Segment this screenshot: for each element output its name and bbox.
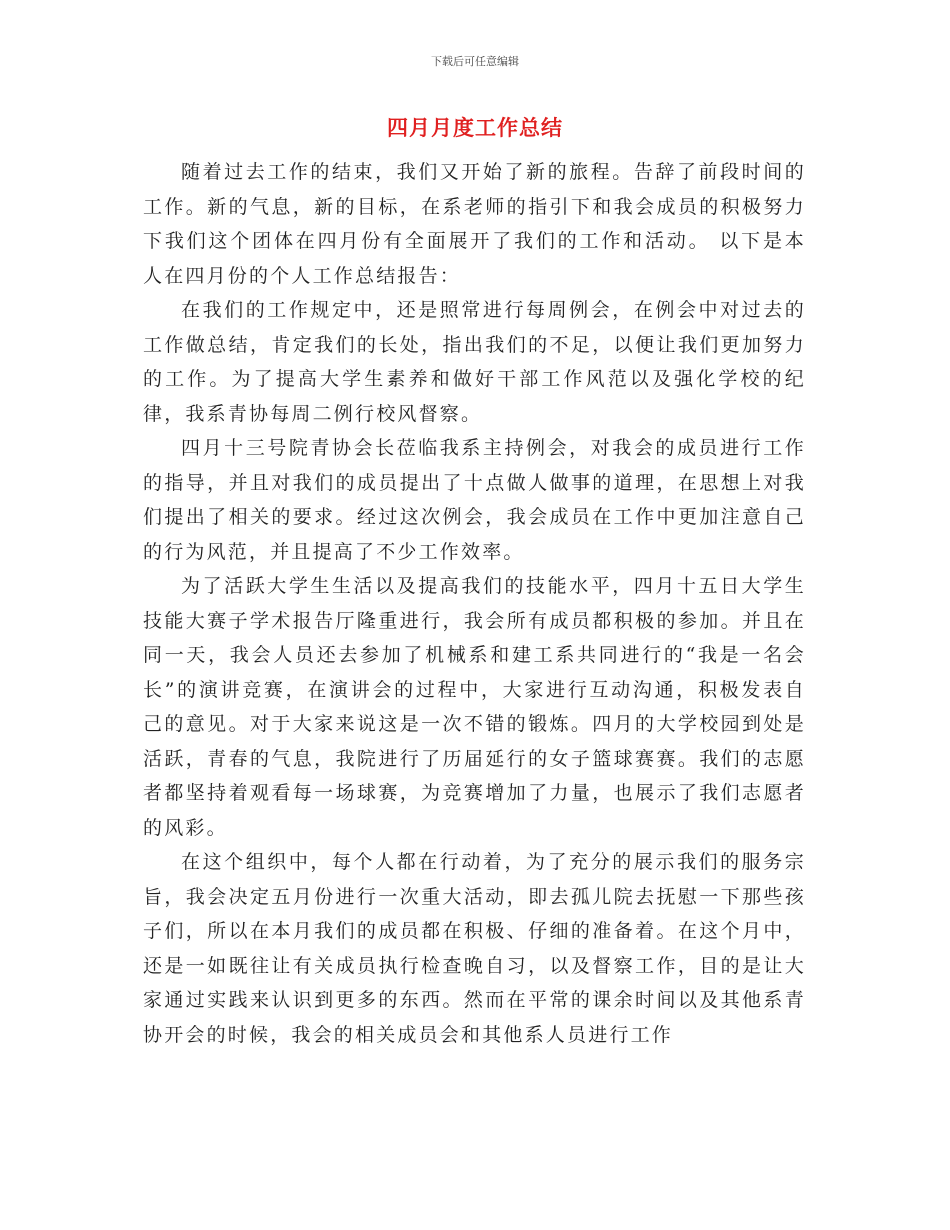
paragraph-5: 在这个组织中，每个人都在行动着，为了充分的展示我们的服务宗旨，我会决定五月份进行一次重大活动，即去孤儿院去抚慰一下那些孩子们，所以在本月我们的成员都在积极、仔细的准备着。在这个月中，还是一如既往让有关成员执行检查晚自习，以及督察工作，目的是让大家通过实践来认识到更多的东西。然而在平常的课余时间以及其他系青协开会的时候，我会的相关成员会和其他系人员进行工作 [143,851,806,1046]
document-title: 四月月度工作总结 [387,116,563,140]
document-body [143,155,806,1052]
header-note: 下载后可任意编辑 [431,55,519,68]
paragraph-1: 随着过去工作的结束，我们又开始了新的旅程。告辞了前段时间的工作。新的气息，新的目标，在系老师的指引下和我会成员的积极努力下我们这个团体在四月份有全面展开了我们的工作和活动。 以下是本人在四月份的个人工作总结报告： [143,161,806,287]
paragraph-3: 四月十三号院青协会长莅临我系主持例会，对我会的成员进行工作的指导，并且对我们的成员提出了十点做人做事的道理，在思想上对我们提出了相关的要求。经过这次例会，我会成员在工作中更加注意自己的行为风范，并且提高了不少工作效率。 [143,437,806,563]
paragraph-4: 为了活跃大学生生活以及提高我们的技能水平，四月十五日大学生技能大赛子学术报告厅隆重进行，我会所有成员都积极的参加。并且在同一天，我会人员还去参加了机械系和建工系共同进行的“我是一名会长”的演讲竞赛，在演讲会的过程中，大家进行互动沟通，积极发表自己的意见。对于大家来说这是一次不错的锻炼。四月的大学校园到处是活跃，青春的气息，我院进行了历届延行的女子篮球赛赛。我们的志愿者都坚持着观看每一场球赛，为竞赛增加了力量，也展示了我们志愿者的风彩。 [143,575,806,839]
paragraph-2: 在我们的工作规定中，还是照常进行每周例会，在例会中对过去的工作做总结，肯定我们的长处，指出我们的不足，以便让我们更加努力的工作。为了提高大学生素养和做好干部工作风范以及强化学校的纪律，我系青协每周二例行校风督察。 [143,299,806,425]
